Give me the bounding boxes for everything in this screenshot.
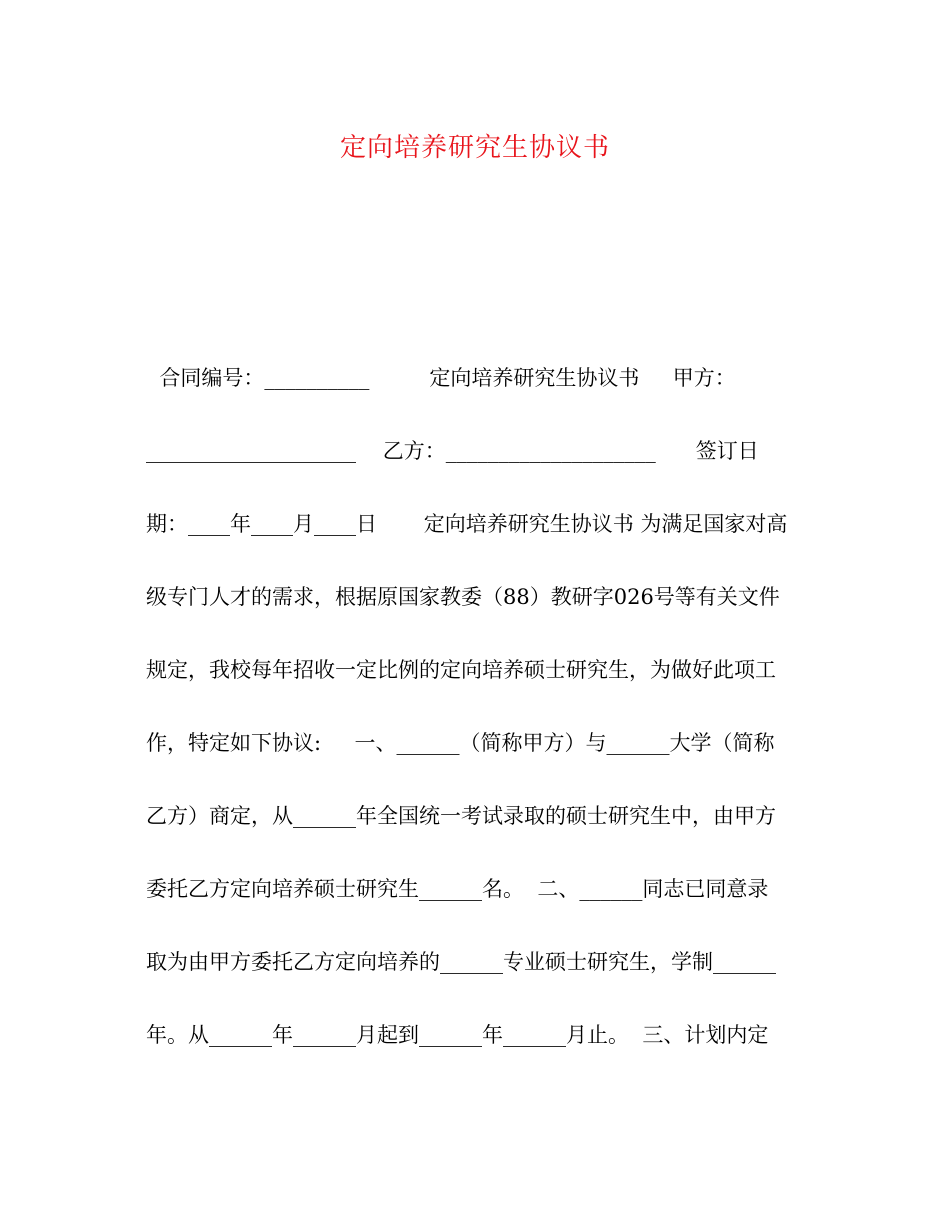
body-line: 年。从______年______月起到______年______月止。 三、计划内定 xyxy=(146,1023,769,1047)
body-line: ____________________ 乙方：____________________ 签订日 xyxy=(146,439,759,463)
document-title: 定向培养研究生协议书 xyxy=(339,133,610,163)
body-line: 级专门人才的需求，根据原国家教委（88）教研字026号等有关文件 xyxy=(146,585,780,609)
body-line: 取为由甲方委托乙方定向培养的______专业硕士研究生，学制______ xyxy=(146,950,776,974)
body-line: 委托乙方定向培养硕士研究生______名。 二、______同志已同意录 xyxy=(146,877,769,901)
body-line: 期：____年____月____日 定向培养研究生协议书 为满足国家对高 xyxy=(146,512,788,536)
body-line: 规定，我校每年招收一定比例的定向培养硕士研究生，为做好此项工 xyxy=(146,658,776,682)
body-line: 作，特定如下协议: 一、______（简称甲方）与______大学（简称 xyxy=(146,731,775,755)
body-line: 合同编号：__________ 定向培养研究生协议书 甲方： xyxy=(146,366,736,390)
body-line: 乙方）商定，从______年全国统一考试录取的硕士研究生中，由甲方 xyxy=(146,804,776,828)
